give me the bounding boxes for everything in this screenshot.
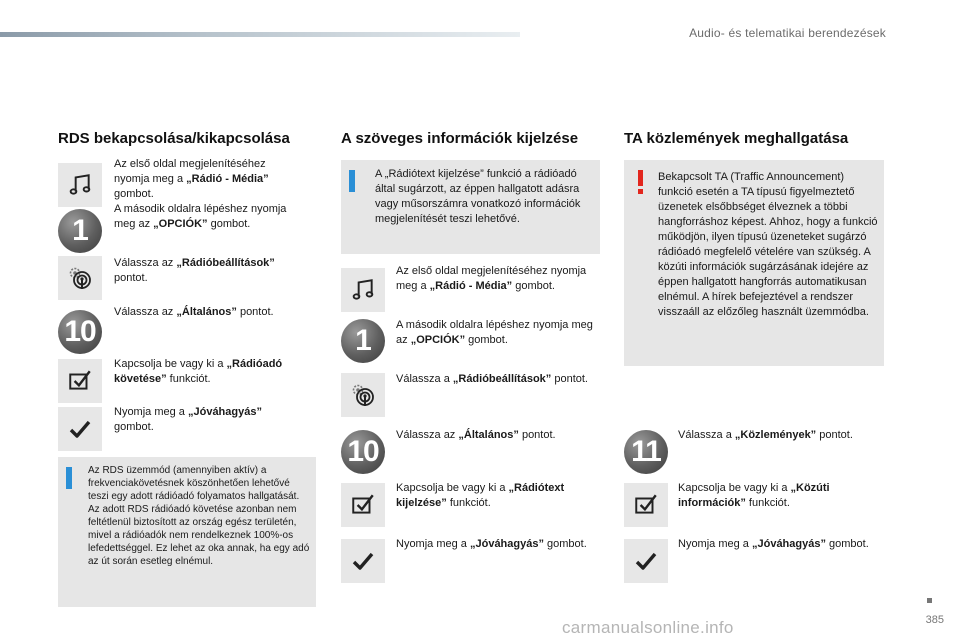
step-number-badge <box>624 430 668 474</box>
step-number: 1 <box>58 209 102 253</box>
radio-media-button-icon <box>341 268 385 312</box>
rds-step-general: Válassza az „Általános” pontot. <box>114 306 274 318</box>
radiotext-step-open-radio: Az első oldal megjelenítéséhez nyomja meg a „Rádió - Média” gombot. <box>396 265 587 292</box>
step-number: 11 <box>624 430 668 474</box>
toggle-checkbox-icon <box>624 483 668 527</box>
rds-step-radio-settings: Válassza az „Rádióbeállítások” pontot. <box>114 257 275 284</box>
radio-settings-icon <box>58 256 102 300</box>
ta-warning-box <box>624 160 884 366</box>
warning-icon <box>638 170 643 186</box>
ta-warning-text: Bekapcsolt TA (Traffic Announcement) funkció esetén a TA típusú figyelmeztető üzenetek elsőbbséget élveznek a többi hangforráshoz képest. Ahhoz, hogy a funkció működjön, ilyen típusú üzeneteket sugárzó rádióadó megfelelő vételére van szükség. A közúti információk sugárzásának idejére az éppen hallgatott hangforrás automatikusan elnémul. A hírek befejeztével a rendszer visszaáll az előzőleg használt üzemmódba. <box>658 171 878 318</box>
toggle-checkbox-icon <box>341 483 385 527</box>
radiotext-info-box <box>341 160 600 254</box>
radiotext-step-options: A második oldalra lépéshez nyomja meg az „OPCIÓK” gombot. <box>396 319 593 346</box>
confirm-check-icon <box>624 539 668 583</box>
step-number-badge <box>58 310 102 354</box>
step-number-badge <box>58 209 102 253</box>
radiotext-step-toggle: Kapcsolja be vagy ki a „Rádiótext kijelzése” funkciót. <box>396 482 565 509</box>
page-number: 385 <box>925 614 944 626</box>
ta-step-announcements: Válassza a „Közlemények” pontot. <box>678 429 853 441</box>
ta-step-toggle: Kapcsolja be vagy ki a „Közúti információk” funkciót. <box>678 482 830 509</box>
rds-step-open-radio: Az első oldal megjelenítéséhez nyomja meg a „Rádió - Média” gombot. A második oldalra lépéshez nyomja meg az „OPCIÓK” gombot. <box>114 158 287 230</box>
step-number: 10 <box>341 430 385 474</box>
warning-icon-dot <box>638 189 643 194</box>
info-icon <box>349 170 355 192</box>
ta-section-title: TA közlemények meghallgatása <box>624 130 849 147</box>
radiotext-step-general: Válassza az „Általános” pontot. <box>396 429 556 441</box>
rds-step-toggle: Kapcsolja be vagy ki a „Rádióadó követése” funkciót. <box>114 358 283 385</box>
rds-info-text: Az RDS üzemmód (amennyiben aktív) a frekvenciakövetésnek köszönhetően lehetővé teszi egy adott rádióadó folyamatos hallgatását. Az adott RDS rádióadó követése azonban nem feltétlenül biztosított az ország egész területén, mivel a rádióadók nem rendelkeznek 100%-os lefedettséggel. Ez lehet az oka annak, ha egy adó az út során esetleg elnémul. <box>88 465 310 567</box>
step-number-badge <box>341 430 385 474</box>
rds-section-title: RDS bekapcsolása/kikapcsolása <box>58 130 290 147</box>
watermark: carmanualsonline.info <box>562 618 734 637</box>
chapter-title: Audio- és telematikai berendezések <box>689 26 886 40</box>
radio-media-button-icon <box>58 163 102 207</box>
rds-info-box <box>58 457 316 607</box>
radiotext-step-confirm: Nyomja meg a „Jóváhagyás” gombot. <box>396 538 587 550</box>
rds-step-confirm: Nyomja meg a „Jóváhagyás” gombot. <box>114 406 262 433</box>
ta-step-confirm: Nyomja meg a „Jóváhagyás” gombot. <box>678 538 869 550</box>
step-number: 10 <box>58 310 102 354</box>
step-number-badge <box>341 319 385 363</box>
page-marker <box>927 598 932 603</box>
step-number: 1 <box>341 319 385 363</box>
radiotext-section-title: A szöveges információk kijelzése <box>341 130 579 147</box>
toggle-checkbox-icon <box>58 359 102 403</box>
radio-settings-icon <box>341 373 385 417</box>
confirm-check-icon <box>341 539 385 583</box>
confirm-check-icon <box>58 407 102 451</box>
radiotext-info-text: A „Rádiótext kijelzése” funkció a rádióadó által sugárzott, az éppen hallgatott adásra vagy műsorszámra vonatkozó információk megjelenítését teszi lehetővé. <box>375 168 581 225</box>
header-decor-bar <box>0 32 520 37</box>
radiotext-step-radio-settings: Válassza a „Rádióbeállítások” pontot. <box>396 373 588 385</box>
info-icon <box>66 467 72 489</box>
